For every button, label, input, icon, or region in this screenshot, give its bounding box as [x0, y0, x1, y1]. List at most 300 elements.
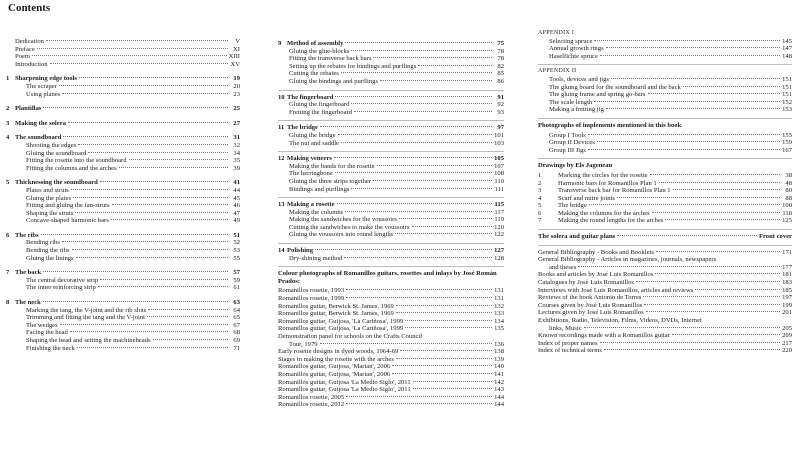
entry-title: Gluing the fingerboard — [289, 101, 350, 109]
page-number: 68 — [233, 329, 240, 337]
dot-leader — [672, 334, 780, 335]
dot-leader — [643, 296, 780, 297]
toc-entry — [278, 341, 504, 349]
page-number: 78 — [497, 55, 504, 63]
entry-title: The herringbone — [289, 170, 333, 178]
entry-title: The solera and guitar plans — [538, 233, 616, 241]
dot-leader — [337, 203, 493, 204]
dot-leader — [373, 57, 492, 58]
entry-title: Making veneers — [287, 155, 332, 163]
dot-leader — [148, 309, 228, 310]
entry-number: 4 — [538, 194, 542, 202]
dot-leader — [43, 301, 228, 302]
entry-number: 10 — [278, 93, 285, 101]
entry-title: Scarf and mitre joints — [558, 194, 615, 202]
entry-number: 3 — [6, 119, 10, 127]
toc-entry — [538, 172, 792, 180]
page-number: 78 — [497, 47, 504, 55]
entry-number: 8 — [6, 299, 10, 307]
toc-entry — [6, 314, 240, 322]
toc-entry — [6, 329, 240, 337]
page-number: 107 — [494, 162, 504, 170]
entry-number: 14 — [278, 247, 285, 255]
entry-title: Cutting the sandwiches to make the voussoirs — [289, 223, 410, 231]
toc-entry — [538, 106, 792, 114]
page-number: 75 — [497, 40, 504, 47]
dot-leader — [70, 331, 228, 332]
toc-entry — [538, 84, 792, 92]
page-number: 151 — [782, 83, 792, 91]
dot-leader — [594, 40, 780, 41]
dot-leader — [600, 342, 780, 343]
page-number: 141 — [494, 370, 504, 378]
toc-entry — [278, 255, 504, 263]
entry-title: Cutting the rebates — [289, 70, 339, 78]
page-number: 125 — [782, 217, 792, 225]
page-number: 117 — [494, 208, 504, 216]
contents-column-3 — [538, 30, 792, 355]
dot-leader — [68, 122, 228, 123]
page-number: 131 — [494, 287, 504, 295]
page-number: 199 — [782, 301, 792, 309]
dot-leader — [380, 80, 492, 81]
spacer — [6, 127, 240, 132]
dot-leader — [98, 286, 228, 287]
page-number: 151 — [782, 91, 792, 99]
page-number: 103 — [494, 139, 504, 147]
entry-title: Reviews of the book Antonio de Torres — [538, 294, 642, 302]
page-number: 119 — [494, 216, 504, 224]
toc-entry — [538, 217, 792, 225]
entry-number: 6 — [538, 209, 542, 217]
page-number: 19 — [233, 75, 240, 83]
entry-title: Sharpening edge tools — [15, 75, 77, 83]
entry-title: Making the columns for the arches — [558, 209, 650, 217]
spacer — [6, 262, 240, 267]
toc-entry — [278, 94, 504, 102]
entry-title: Bending ribs — [26, 239, 60, 247]
entry-title: The nut and saddle — [289, 139, 339, 147]
page-title: Contents — [8, 2, 51, 14]
entry-number: 2 — [538, 179, 542, 187]
entry-title: Romanillos rosette, 2005 — [278, 393, 345, 401]
page-number: 41 — [233, 179, 240, 187]
toc-entry — [6, 187, 240, 195]
page-number: 35 — [233, 157, 240, 165]
entry-title: Index of technical terms — [538, 347, 602, 355]
entry-title: Romanillos guitar, Guijosa 'La Medio Siglo', 2011 — [278, 378, 411, 386]
toc-entry — [6, 134, 240, 142]
dot-leader — [62, 241, 228, 242]
toc-entry — [538, 195, 792, 203]
entry-title: Romanillos guitar, Guijosa, 'La Cariñosa', 1999 — [278, 317, 404, 325]
entry-title: The gluing frame and spring go-bars — [549, 91, 646, 99]
toc-entry — [278, 247, 504, 255]
dot-leader — [412, 226, 492, 227]
page-number: 142 — [494, 378, 504, 386]
page-number: 138 — [494, 348, 504, 356]
divider — [538, 229, 792, 230]
toc-entry — [6, 75, 240, 83]
dot-leader — [351, 50, 492, 51]
toc-entry — [538, 45, 792, 53]
entry-title: Concave-shaped harmonic bars — [26, 217, 109, 225]
entry-number: 5 — [538, 202, 542, 210]
toc-entry — [538, 180, 792, 188]
toc-entry — [6, 307, 240, 315]
dot-leader — [351, 103, 492, 104]
dot-leader — [400, 350, 492, 351]
toc-entry — [278, 224, 504, 232]
entry-title: Gluing the glue-blocks — [289, 47, 350, 55]
dot-leader — [695, 289, 780, 290]
page-number: 53 — [233, 247, 240, 255]
page-number: 131 — [494, 295, 504, 303]
toc-entry — [6, 337, 240, 345]
dot-leader — [396, 305, 492, 306]
dot-leader — [652, 212, 780, 213]
entry-title: Fitting and gluing the fan-struts — [26, 202, 110, 210]
toc-entry — [278, 48, 504, 56]
dot-leader — [655, 273, 780, 274]
entry-title: The neck — [15, 299, 41, 307]
spacer — [6, 292, 240, 297]
entry-title: Shaping the struts — [26, 209, 74, 217]
toc-entry — [278, 394, 504, 402]
toc-entry — [278, 63, 504, 71]
divider — [538, 64, 792, 65]
toc-entry — [278, 310, 504, 318]
divider — [278, 197, 504, 198]
entry-title: Books and articles by José Luis Romanillos — [538, 271, 654, 279]
dot-leader — [656, 251, 780, 252]
entry-title: Transverse back bar for Romanillos Plan 1 — [558, 187, 671, 195]
entry-title: The scraper — [26, 82, 57, 90]
entry-title: Bindings and purflings — [289, 185, 350, 193]
entry-title: Group I Tools — [549, 131, 586, 139]
dot-leader — [644, 304, 780, 305]
toc-entry — [6, 232, 240, 240]
entry-number: 9 — [278, 40, 282, 47]
toc-entry — [538, 264, 792, 272]
entry-title: Gluing the linings — [26, 254, 74, 262]
dot-leader — [673, 189, 780, 190]
entry-title: Setting up the rebates for bindings and purflings — [289, 62, 417, 70]
toc-entry — [6, 150, 240, 158]
entry-title: Shaping the head and setting the machineheads — [26, 337, 151, 344]
dot-leader — [600, 55, 780, 56]
toc-entry — [6, 91, 240, 99]
entry-title: Facing the head — [26, 329, 68, 337]
toc-entry — [6, 202, 240, 210]
dot-leader — [344, 257, 492, 258]
spacer — [6, 68, 240, 73]
dot-leader — [345, 211, 492, 212]
entry-number: 4 — [6, 134, 10, 142]
page-number: 64 — [233, 306, 240, 314]
entry-number: 6 — [6, 231, 10, 239]
toc-entry — [538, 309, 792, 317]
entry-title: Gluing the three strips together — [289, 177, 372, 185]
page-number: 32 — [233, 141, 240, 149]
spacer — [6, 172, 240, 177]
toc-entry — [6, 345, 240, 353]
dot-leader — [346, 289, 492, 290]
entry-title: Fitting the columns and the arches — [26, 164, 117, 172]
entry-title: Gluing the bindings and purflings — [289, 77, 379, 85]
toc-entry — [278, 318, 504, 326]
toc-entry — [278, 70, 504, 78]
dot-leader — [418, 65, 492, 66]
dot-leader — [112, 204, 228, 205]
section-heading: Photographs of implements mentioned in this book — [538, 121, 682, 129]
contents-column-1 — [6, 38, 240, 352]
page-number: V — [235, 38, 240, 45]
page-number: 120 — [494, 223, 504, 231]
dot-leader — [413, 381, 492, 382]
entry-title: Gluing the plates — [26, 194, 72, 202]
entry-title: The soundboard — [15, 134, 62, 142]
toc-entry — [6, 195, 240, 203]
toc-entry — [6, 165, 240, 173]
entry-title: Thicknessing the soundboard — [15, 179, 98, 187]
toc-entry — [278, 386, 504, 394]
page-number: 151 — [782, 75, 792, 83]
page-number: 133 — [494, 310, 504, 318]
dot-leader — [32, 55, 227, 56]
dot-leader — [100, 181, 228, 182]
dot-leader — [346, 403, 492, 404]
entry-title: The back — [15, 269, 42, 277]
entry-title: Trimming and fitting the tang and the V-joint — [26, 314, 145, 322]
page-number: 147 — [782, 45, 792, 53]
toc-entry — [6, 142, 240, 150]
toc-entry — [278, 155, 504, 163]
dot-leader — [584, 327, 780, 328]
dot-leader — [346, 396, 492, 397]
page-number: 31 — [233, 134, 240, 142]
entry-title: Using planes — [26, 90, 61, 98]
page-number: 71 — [233, 344, 240, 352]
dot-leader — [392, 373, 492, 374]
toc-entry — [278, 170, 504, 178]
entry-title: Poem — [15, 53, 31, 61]
page-number: 27 — [233, 119, 240, 127]
page-number: 122 — [494, 231, 504, 239]
toc-entry-first-line: Exhibitions, Radio, Television, Films, Videos, DVDs, Internet — [538, 317, 702, 324]
page-number: Front cover — [758, 233, 792, 241]
toc-entry — [538, 147, 792, 155]
entry-title: The central decorative strip — [26, 276, 99, 284]
dot-leader — [62, 93, 228, 94]
entry-title: Courses given by José Luis Romanillos — [538, 301, 643, 309]
toc-entry — [278, 140, 504, 148]
entry-title: Selecting spruce — [549, 37, 593, 45]
page-number: 88 — [785, 194, 792, 202]
dot-leader — [399, 218, 492, 219]
page-number: 97 — [497, 124, 504, 132]
page-number: 91 — [497, 93, 504, 101]
page-number: 49 — [233, 217, 240, 225]
divider — [278, 90, 504, 91]
page-number: 61 — [233, 284, 240, 292]
toc-entry — [6, 157, 240, 165]
entry-title: Bending the ribs — [26, 247, 70, 255]
dot-leader — [50, 63, 228, 64]
entry-title: Harmonic bars for Romanillos Plan 1 — [558, 179, 657, 187]
dot-leader — [41, 234, 228, 235]
page-number: 100 — [782, 202, 792, 210]
toc-entry — [538, 279, 792, 287]
dot-leader — [617, 235, 757, 236]
entry-title: Romanillos rosette, 1993 — [278, 287, 345, 295]
entry-title: Method of assembly — [287, 40, 344, 47]
entry-title: Romanillos guitar, Berwick St. James, 1969 — [278, 302, 394, 310]
entry-number: 7 — [538, 217, 542, 225]
toc-entry — [278, 401, 504, 409]
page-number: 155 — [782, 131, 792, 139]
dot-leader — [341, 72, 492, 73]
entry-title: Making a rosette — [287, 201, 335, 209]
spacer — [6, 225, 240, 230]
toc-entry — [538, 340, 792, 348]
dot-leader — [617, 197, 780, 198]
dot-leader — [405, 320, 492, 321]
toc-entry — [278, 101, 504, 109]
entry-title: General Bibliography - Books and Booklets — [538, 248, 654, 256]
entry-title: Plates and struts — [26, 186, 69, 194]
toc-entry — [538, 294, 792, 302]
page-number: 45 — [233, 194, 240, 202]
dot-leader — [346, 297, 492, 298]
toc-entry — [278, 132, 504, 140]
page-number: 82 — [497, 62, 504, 70]
toc-entry — [538, 347, 792, 355]
page-number: 23 — [233, 90, 240, 98]
page-number: 67 — [233, 321, 240, 329]
entry-number: 2 — [6, 105, 10, 113]
toc-entry — [6, 277, 240, 285]
toc-entry — [538, 325, 792, 333]
page-number: 85 — [497, 70, 504, 78]
dot-leader — [119, 167, 228, 168]
entry-title: Lectures given by José Luis Romanillos — [538, 309, 644, 317]
dot-leader — [395, 233, 492, 234]
page-number: XI — [233, 45, 240, 53]
toc-entry — [538, 271, 792, 279]
page-number: 93 — [497, 108, 504, 116]
toc-entry — [278, 231, 504, 239]
toc-entry — [278, 216, 504, 224]
dot-leader — [354, 111, 492, 112]
toc-entry — [538, 287, 792, 295]
page-number: 69 — [233, 337, 240, 344]
toc-entry — [538, 99, 792, 107]
toc-entry — [538, 53, 792, 61]
entry-title: Early rosette designs in dyed woods, 1964-69 — [278, 348, 399, 356]
page-number: 34 — [233, 149, 240, 157]
toc-entry — [278, 186, 504, 194]
dot-leader — [413, 388, 492, 389]
entry-title: Romanillos guitar, Guijosa, 'Marian', 2006 — [278, 370, 391, 378]
entry-title: Tour, 1979 — [289, 340, 318, 348]
page-number: 48 — [785, 179, 792, 187]
entry-title: Making the bands for the rosette — [289, 162, 375, 170]
dot-leader — [589, 204, 780, 205]
dot-leader — [588, 149, 780, 150]
entry-title: Romanillos guitar, Guijosa 'La Medio Siglo', 2011 — [278, 386, 411, 394]
spacer — [6, 98, 240, 103]
dot-leader — [75, 212, 228, 213]
toc-entry — [538, 76, 792, 84]
page-number: 181 — [782, 271, 792, 279]
toc-entry — [278, 295, 504, 303]
page-number: 44 — [233, 186, 240, 194]
toc-entry — [538, 249, 792, 257]
toc-entry — [278, 178, 504, 186]
dot-leader — [46, 40, 228, 41]
dot-leader — [88, 152, 228, 153]
page-number: 201 — [782, 309, 792, 317]
entry-title: The bridge — [558, 202, 587, 210]
dot-leader — [60, 324, 228, 325]
entry-number: 13 — [278, 201, 285, 209]
entry-title: Preface — [15, 45, 35, 53]
dot-leader — [606, 47, 780, 48]
toc-entry — [278, 109, 504, 117]
section-heading: Drawings by Els Jageneau — [538, 162, 613, 170]
toc-entry — [6, 210, 240, 218]
page-number: 20 — [233, 82, 240, 90]
page-number: 217 — [782, 339, 792, 347]
page-number: XIII — [228, 53, 240, 61]
dot-leader — [73, 197, 228, 198]
toc-entry — [278, 303, 504, 311]
entry-title: Polishing — [287, 247, 314, 255]
page-number: 59 — [233, 276, 240, 284]
entry-title: Gluing the voussoirs into round lengths — [289, 231, 394, 239]
entry-title: The scale length — [549, 98, 593, 106]
page-number: 86 — [497, 77, 504, 85]
entry-number: 7 — [6, 269, 10, 277]
toc-entry — [538, 187, 792, 195]
dot-leader — [611, 78, 780, 79]
divider — [278, 243, 504, 244]
entry-title: Gluing the soundboard — [26, 149, 87, 157]
entry-title: Fitting the rosette into the soundboard — [26, 157, 127, 165]
page-number: 136 — [494, 340, 504, 348]
dot-leader — [659, 182, 780, 183]
entry-title: The bridge — [287, 124, 318, 132]
entry-title: Group III Jigs — [549, 146, 586, 154]
page-number: 185 — [782, 286, 792, 294]
toc-entry — [6, 239, 240, 247]
toc-entry — [278, 55, 504, 63]
entry-title: Making the solera — [15, 119, 66, 127]
entry-title: Catalogues by José Luis Romanillos — [538, 279, 634, 287]
page-number: 132 — [494, 302, 504, 310]
divider — [278, 120, 504, 121]
dot-leader — [648, 93, 781, 94]
toc-entry — [538, 91, 792, 99]
entry-title: Making the round lengths for the arches — [558, 217, 664, 225]
entry-title: Stages in making the rosette with the arches — [278, 355, 394, 363]
toc-entry — [6, 247, 240, 255]
page-number: 92 — [497, 101, 504, 109]
page-number: 110 — [494, 177, 504, 185]
entry-title: links, Music — [549, 324, 582, 332]
entry-number: 3 — [538, 187, 542, 195]
